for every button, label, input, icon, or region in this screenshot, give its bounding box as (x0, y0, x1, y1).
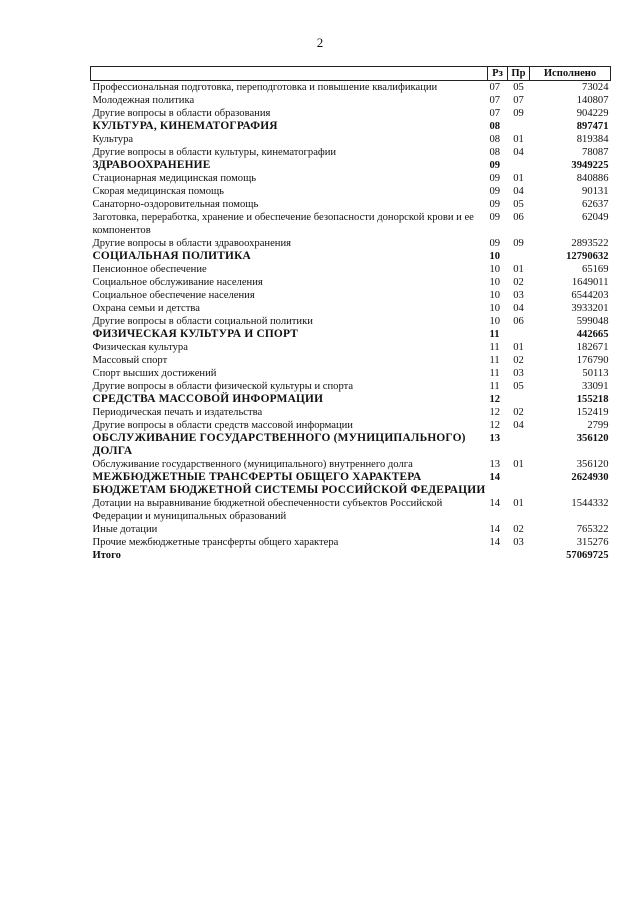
row-rz: 14 (489, 537, 501, 548)
row-rz: 12 (489, 394, 501, 405)
row-name: СОЦИАЛЬНАЯ ПОЛИТИКА (92, 250, 251, 262)
row-name: ОБСЛУЖИВАНИЕ ГОСУДАРСТВЕННОГО (МУНИЦИПАЛЬНОГО) ДОЛГА (92, 432, 466, 457)
row-pr: 09 (513, 238, 524, 249)
row-name: Периодическая печать и издательства (92, 407, 263, 418)
row-name: Стационарная медицинская помощь (92, 173, 257, 184)
row-rz: 11 (489, 329, 500, 340)
row-rz: 08 (489, 147, 501, 158)
row-name: Обслуживание государственного (муниципального) внутреннего долга (92, 459, 413, 470)
row-pr: 05 (513, 381, 524, 392)
table-row (91, 185, 611, 198)
row-pr (508, 120, 530, 133)
row-name: ФИЗИЧЕСКАЯ КУЛЬТУРА И СПОРТ (92, 328, 299, 340)
row-rz: 11 (489, 368, 500, 379)
row-rz: 10 (489, 290, 501, 301)
header-name-cell (91, 67, 488, 81)
row-pr (508, 393, 530, 406)
table-row (91, 133, 611, 146)
total-label: Итого (92, 550, 121, 561)
row-rz: 07 (489, 82, 501, 93)
row-pr: 03 (513, 290, 524, 301)
table-row (91, 523, 611, 536)
row-pr: 03 (513, 537, 524, 548)
header-sum: Исполнено (530, 67, 611, 81)
row-rz: 11 (489, 355, 500, 366)
row-pr: 05 (513, 199, 524, 210)
row-pr: 02 (513, 355, 524, 366)
row-pr: 09 (513, 108, 524, 119)
row-rz: 08 (489, 121, 501, 132)
row-name: Другие вопросы в области социальной политики (92, 316, 313, 327)
row-sum: 78087 (582, 147, 609, 158)
row-name: Другие вопросы в области здравоохранения (92, 238, 291, 249)
row-pr (508, 432, 530, 458)
table-row (91, 107, 611, 120)
row-pr (508, 250, 530, 263)
table-row (91, 198, 611, 211)
table-row (91, 263, 611, 276)
row-sum: 442665 (576, 329, 609, 340)
row-rz: 14 (489, 472, 501, 483)
row-pr: 05 (513, 82, 524, 93)
table-row (91, 458, 611, 471)
row-sum: 65169 (582, 264, 609, 275)
table-row (91, 237, 611, 250)
row-sum: 1544332 (571, 498, 609, 509)
table-body (91, 81, 611, 563)
row-pr (508, 328, 530, 341)
row-name: Другие вопросы в области культуры, кинематографии (92, 147, 337, 158)
row-sum: 155218 (576, 394, 609, 405)
row-name: Охрана семьи и детства (92, 303, 200, 314)
row-sum: 73024 (582, 82, 609, 93)
section-row (91, 393, 611, 406)
row-sum: 599048 (576, 316, 609, 327)
total-sum: 57069725 (566, 550, 609, 561)
row-name: Физическая культура (92, 342, 188, 353)
row-rz: 12 (489, 420, 501, 431)
table-row (91, 536, 611, 549)
row-name: Другие вопросы в области образования (92, 108, 271, 119)
row-rz: 11 (489, 381, 500, 392)
row-sum: 840886 (576, 173, 609, 184)
row-rz: 08 (489, 134, 501, 145)
row-sum: 2893522 (571, 238, 609, 249)
table-row (91, 146, 611, 159)
row-sum: 176790 (576, 355, 609, 366)
row-name: Молодежная политика (92, 95, 195, 106)
table-row (91, 289, 611, 302)
row-rz: 09 (489, 212, 501, 223)
budget-execution-table (90, 66, 611, 562)
table-row (91, 497, 611, 523)
row-name: Культура (92, 134, 134, 145)
row-pr: 07 (513, 95, 524, 106)
row-rz: 09 (489, 160, 501, 171)
row-pr (508, 471, 530, 497)
table-row (91, 315, 611, 328)
row-pr: 06 (513, 316, 524, 327)
total-row (91, 549, 611, 562)
table-row (91, 354, 611, 367)
row-name: Прочие межбюджетные трансферты общего характера (92, 537, 339, 548)
row-rz: 14 (489, 524, 501, 535)
row-name: Заготовка, переработка, хранение и обеспечение безопасности донорской крови и ее компонентов (92, 212, 474, 236)
row-rz: 10 (489, 277, 501, 288)
row-rz: 10 (489, 264, 501, 275)
row-pr: 01 (513, 342, 524, 353)
table-row (91, 172, 611, 185)
row-name: Иные дотации (92, 524, 158, 535)
row-pr: 02 (513, 524, 524, 535)
row-rz: 07 (489, 95, 501, 106)
table-row (91, 367, 611, 380)
row-sum: 33091 (582, 381, 609, 392)
row-name: Санаторно-оздоровительная помощь (92, 199, 259, 210)
section-row (91, 120, 611, 133)
row-sum: 3949225 (571, 160, 609, 171)
row-rz: 14 (489, 498, 501, 509)
row-name: МЕЖБЮДЖЕТНЫЕ ТРАНСФЕРТЫ ОБЩЕГО ХАРАКТЕРА БЮДЖЕТАМ БЮДЖЕТНОЙ СИСТЕМЫ РОССИЙСКОЙ ФЕДЕРАЦИИ (92, 471, 486, 496)
row-name: СРЕДСТВА МАССОВОЙ ИНФОРМАЦИИ (92, 393, 324, 405)
row-sum: 62049 (582, 212, 609, 223)
row-pr: 01 (513, 459, 524, 470)
row-rz: 10 (489, 316, 501, 327)
table-row (91, 380, 611, 393)
table-row (91, 211, 611, 237)
row-rz: 12 (489, 407, 501, 418)
row-sum: 50113 (582, 368, 609, 379)
section-row (91, 432, 611, 458)
row-pr: 04 (513, 303, 524, 314)
row-rz: 09 (489, 173, 501, 184)
row-rz: 13 (489, 433, 501, 444)
row-name: Пенсионное обеспечение (92, 264, 207, 275)
row-pr: 01 (513, 264, 524, 275)
table-row (91, 406, 611, 419)
row-sum: 765322 (576, 524, 609, 535)
section-row (91, 471, 611, 497)
table-row (91, 94, 611, 107)
table-row (91, 302, 611, 315)
section-row (91, 328, 611, 341)
row-pr: 04 (513, 147, 524, 158)
table-header-row (91, 67, 611, 81)
row-rz: 09 (489, 199, 501, 210)
row-sum: 356120 (576, 459, 609, 470)
row-pr: 06 (513, 212, 524, 223)
row-pr: 02 (513, 277, 524, 288)
row-pr: 01 (513, 173, 524, 184)
row-name: Профессиональная подготовка, переподготовка и повышение квалификации (92, 82, 438, 93)
row-rz: 11 (489, 342, 500, 353)
row-sum: 356120 (576, 433, 609, 444)
row-rz: 13 (489, 459, 501, 470)
row-sum: 140807 (576, 95, 609, 106)
row-sum: 6544203 (571, 290, 609, 301)
section-row (91, 159, 611, 172)
page-number: 2 (316, 35, 324, 50)
row-name: Социальное обеспечение населения (92, 290, 255, 301)
row-rz: 10 (489, 303, 501, 314)
row-rz: 10 (489, 251, 501, 262)
row-sum: 152419 (576, 407, 609, 418)
total-rz (488, 549, 508, 562)
row-pr: 01 (513, 134, 524, 145)
row-sum: 315276 (576, 537, 609, 548)
table-row (91, 341, 611, 354)
row-name: Социальное обслуживание населения (92, 277, 263, 288)
row-sum: 12790632 (566, 251, 609, 262)
row-rz: 07 (489, 108, 501, 119)
row-name: Дотации на выравнивание бюджетной обеспеченности субъектов Российской Федерации и муниципальных образований (92, 498, 443, 522)
row-sum: 62637 (582, 199, 609, 210)
row-sum: 182671 (576, 342, 609, 353)
row-pr: 01 (513, 498, 524, 509)
row-sum: 2624930 (571, 472, 609, 483)
row-sum: 1649011 (571, 277, 609, 288)
header-pr: Пр (508, 67, 530, 81)
row-name: Массовый спорт (92, 355, 168, 366)
row-sum: 2799 (587, 420, 609, 431)
row-pr: 04 (513, 420, 524, 431)
header-rz: Рз (488, 67, 508, 81)
row-name: Другие вопросы в области средств массовой информации (92, 420, 353, 431)
row-pr: 02 (513, 407, 524, 418)
row-name: Другие вопросы в области физической культуры и спорта (92, 381, 354, 392)
row-sum: 3933201 (571, 303, 609, 314)
total-pr (508, 549, 530, 562)
row-name: КУЛЬТУРА, КИНЕМАТОГРАФИЯ (92, 120, 278, 132)
row-name: Скорая медицинская помощь (92, 186, 224, 197)
row-pr (508, 159, 530, 172)
row-sum: 897471 (576, 121, 609, 132)
row-sum: 904229 (576, 108, 609, 119)
row-rz: 09 (489, 186, 501, 197)
row-name: ЗДРАВООХРАНЕНИЕ (92, 159, 211, 171)
table-row (91, 419, 611, 432)
row-sum: 819384 (576, 134, 609, 145)
row-pr: 03 (513, 368, 524, 379)
section-row (91, 250, 611, 263)
table-row (91, 276, 611, 289)
row-sum: 90131 (582, 186, 609, 197)
row-rz: 09 (489, 238, 501, 249)
row-name: Спорт высших достижений (92, 368, 217, 379)
row-pr: 04 (513, 186, 524, 197)
table-row (91, 81, 611, 95)
